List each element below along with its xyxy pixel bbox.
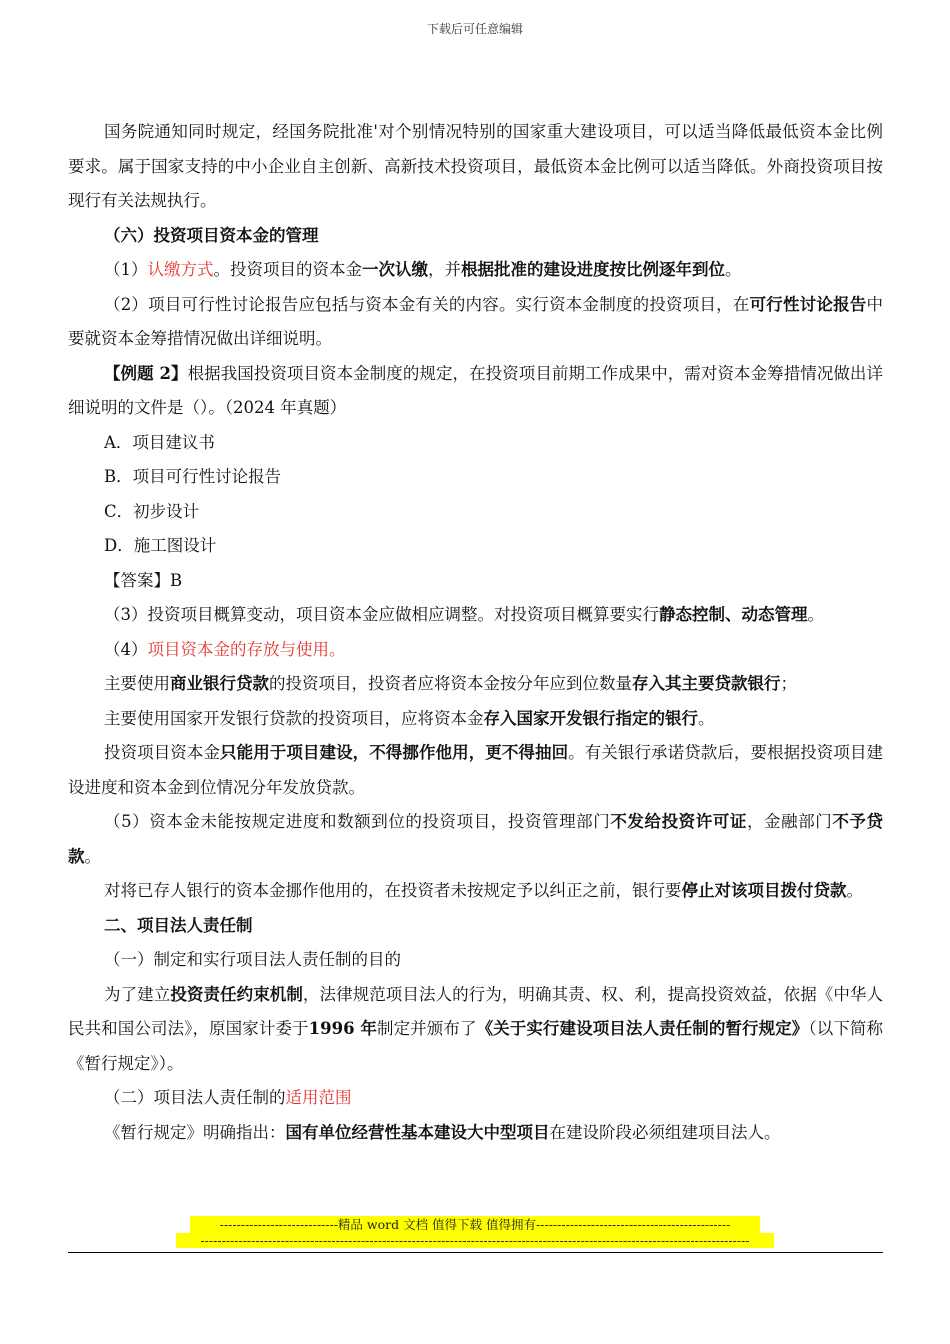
text: 制定并颁布了 [377,1019,477,1038]
text: ； [780,674,797,693]
paragraph [68,667,883,702]
text: ，金融部门 [746,812,833,831]
bold-text: 存入国家开发银行指定的银行 [483,708,698,728]
paragraph [68,736,883,805]
bold-text: 停止对该项目拨付贷款 [681,881,847,900]
text: 。 [84,846,101,866]
text: （5）资本金未能按规定进度和数额到位的投资项目，投资管理部门 [104,812,611,831]
paragraph [68,874,883,909]
paragraph [68,1116,883,1151]
bold-text: 存入其主要贷款银行 [632,674,781,693]
option-b: B．项目可行性讨论报告 [104,467,282,486]
text: 。 [807,605,824,624]
page-header: 下载后可任意编辑 [426,22,523,36]
text: 。 [725,260,742,279]
option-c: C．初步设计 [104,501,200,521]
question [68,357,883,426]
paragraph [68,978,883,1082]
answer: 【答案】B [104,570,183,590]
bold-text: 一次认缴 [362,260,428,279]
highlight-text: 认缴方式 [147,260,214,279]
bold-text: 国有单位经营性基本建设大中型项目 [285,1122,550,1142]
text: 为了建立 [104,984,171,1004]
paragraph [68,633,883,668]
question-text: 根据我国投资项目资本金制度的规定，在投资项目前期工作成果中，需对资本金筹措情况做出详细说明的文件是（）。（2024 年真题） [68,363,883,417]
text: 的投资项目，投资者应将资本金按分年应到位数量 [269,674,632,693]
footer-banner: ----------------------------精品 word 文档 值得下载 值得拥有---------------------------------------------- [190,1216,760,1233]
paragraph [68,702,883,737]
section-heading: （六）投资项目资本金的管理 [104,225,319,245]
text: 。 [846,881,863,900]
paragraph [68,288,883,357]
text: （2）项目可行性讨论报告应包括与资本金有关的内容。实行资本金制度的投资项目，在 [104,294,750,314]
footer-rule [68,1252,883,1253]
text: 《暂行规定》明确指出： [104,1122,286,1142]
text: ，法律规范项目法人的行为，明确其责、权、利，提高投资效益，依据《中华人民共和国公司法》，原国家计委于 [68,984,884,1038]
section-heading: 二、项目法人责任制 [104,915,253,935]
document-body [68,115,883,1150]
highlight-text: 项目资本金的存放与使用。 [147,639,346,659]
question-tag: 【例题 2】 [104,363,188,383]
text: 主要使用 [104,674,170,693]
paragraph [68,805,883,874]
text: 中要就资本金筹措情况做出详细说明。 [68,294,884,348]
bold-text: 《关于实行建设项目法人责任制的暂行规定》 [476,1019,809,1038]
subsection-heading [68,1081,883,1116]
bold-text: 1996 年 [308,1019,377,1038]
highlight-text: 适用范围 [285,1088,352,1107]
option-a: A．项目建议书 [104,432,215,452]
bold-text: 不予贷款 [68,812,884,866]
bold-text: 可行性讨论报告 [749,294,867,314]
text: （4） [104,639,148,659]
subsection-heading: （一）制定和实行项目法人责任制的目的 [104,950,401,969]
text: 在建设阶段必须组建项目法人。 [549,1122,781,1142]
text: 投资项目资本金 [104,743,221,762]
paragraph: 国务院通知同时规定，经国务院批准'对个别情况特别的国家重大建设项目，可以适当降低最低资本金比例要求。属于国家支持的中小企业自主创新、高新技术投资项目，最低资本金比例可以适当降低。外商投资项目按现行有关法规执行。 [68,122,883,210]
bold-text: 投资责任约束机制 [170,984,303,1004]
footer-banner-dashes: ---------------------------------------------------------------------------------------------------------------------------------- [176,1233,774,1248]
text: （以下简称《暂行规定》）。 [68,1019,884,1073]
paragraph [68,598,883,633]
bold-text: 不发给投资许可证 [610,812,747,831]
text: 。有关银行承诺贷款后，要根据投资项目建设进度和资本金到位情况分年发放贷款。 [68,743,884,797]
text: （1） [104,260,148,279]
text: 。 [698,708,715,728]
bold-text: 只能用于项目建设，不得挪作他用，更不得抽回 [220,743,569,762]
text: （3）投资项目概算变动，项目资本金应做相应调整。对投资项目概算要实行 [104,605,659,624]
paragraph [68,253,883,288]
bold-text: 商业银行贷款 [170,674,269,693]
text: （二）项目法人责任制的 [104,1088,286,1107]
text: 。投资项目的资本金 [213,260,362,279]
text: 主要使用国家开发银行贷款的投资项目，应将资本金 [104,708,484,728]
option-d: D．施工图设计 [104,536,217,555]
bold-text: 根据批准的建设进度按比例逐年到位 [461,260,725,279]
text: 对将已存人银行的资本金挪作他用的，在投资者未按规定予以纠正之前，银行要 [104,881,682,900]
text: ，并 [428,260,461,279]
bold-text: 静态控制、动态管理 [659,605,808,624]
